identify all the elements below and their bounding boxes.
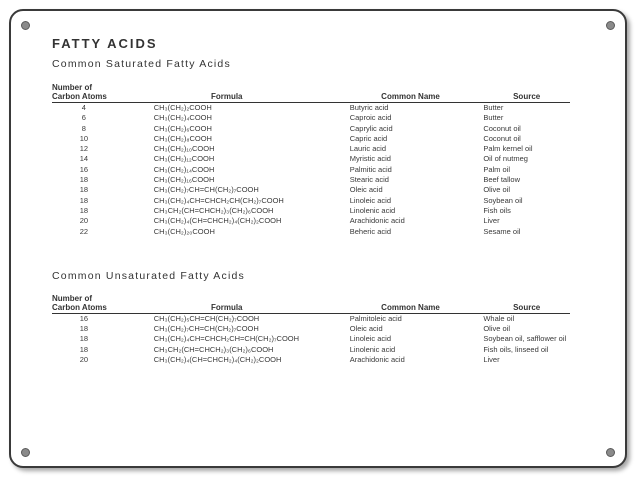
cell-source: Olive oil: [483, 324, 511, 334]
cell-source: Coconut oil: [483, 133, 521, 143]
cell-source: Palm oil: [483, 164, 511, 174]
col-header-common-name: Common Name: [338, 294, 472, 314]
cell-source: Fish oils, linseed oil: [483, 344, 549, 354]
table-row: [52, 113, 570, 123]
cell-carbon-atoms: 18: [79, 334, 89, 344]
table-row: [52, 144, 570, 154]
cell-common-name: Linoleic acid: [349, 334, 391, 344]
document-title: FATTY ACIDS: [52, 36, 158, 51]
cell-source: Coconut oil: [483, 123, 521, 133]
cell-formula: CH₃(CH₂)₁₂COOH: [153, 154, 215, 164]
cell-carbon-atoms: 18: [79, 185, 89, 195]
cell-common-name: Palmitic acid: [349, 164, 392, 174]
col-header-formula: Formula: [116, 294, 338, 314]
col-header-carbon-atoms-line2: Carbon Atoms: [52, 302, 107, 312]
table-row: [52, 206, 570, 216]
document-content: [52, 36, 582, 365]
cell-carbon-atoms: 18: [79, 205, 89, 215]
cell-source: Sesame oil: [483, 226, 521, 236]
cell-formula: CH₃(CH₂)₁₀COOH: [153, 144, 215, 154]
table-row: [52, 355, 570, 365]
table-row: [52, 334, 570, 344]
unsaturated-fatty-acids-table: [52, 294, 570, 365]
table-row: [52, 165, 570, 175]
cell-formula: CH₃(CH₂)₇CH=CH(CH₂)₇COOH: [153, 324, 259, 334]
cell-common-name: Linolenic acid: [349, 205, 396, 215]
cell-formula: CH₃(CH₂)₇CH=CH(CH₂)₇COOH: [153, 185, 259, 195]
cell-common-name: Arachidonic acid: [349, 216, 405, 226]
cell-carbon-atoms: 12: [79, 144, 89, 154]
col-header-carbon-atoms: [52, 83, 116, 103]
table-row: [52, 134, 570, 144]
col-header-carbon-atoms-line1: Number of: [52, 83, 92, 92]
table-row: [52, 103, 570, 114]
unsaturated-table-body: [52, 313, 570, 365]
cell-common-name: Arachidonic acid: [349, 355, 405, 365]
table-row: [52, 227, 570, 237]
col-header-carbon-atoms-line1: Number of: [52, 293, 92, 303]
corner-dot-bottom-left: [21, 448, 30, 457]
cell-common-name: Myristic acid: [349, 154, 391, 164]
cell-formula: CH₃(CH₂)₄CH=CHCH₂CH=CH(CH₂)₇COOH: [153, 334, 300, 344]
cell-common-name: Linolenic acid: [349, 344, 396, 354]
cell-source: Olive oil: [483, 185, 511, 195]
cell-carbon-atoms: 14: [79, 154, 89, 164]
cell-formula: CH₃(CH₂)₁₄COOH: [153, 164, 215, 174]
cell-common-name: Linoleic acid: [349, 195, 391, 205]
cell-source: Beef tallow: [483, 175, 521, 185]
cell-carbon-atoms: 18: [79, 195, 89, 205]
cell-common-name: Caprylic acid: [349, 123, 393, 133]
col-header-carbon-atoms-line2: Carbon Atoms: [52, 92, 107, 101]
cell-formula: CH₃CH₂(CH=CHCH₂)₃(CH₂)₆COOH: [153, 344, 274, 354]
cell-formula: CH₃(CH₂)₅CH=CH(CH₂)₇COOH: [153, 313, 260, 323]
cell-formula: CH₃(CH₂)₁₆COOH: [153, 175, 215, 185]
cell-formula: CH₃(CH₂)₄CH=CHCH₂CH(CH₂)₇COOH: [153, 195, 284, 205]
table-row: [52, 313, 570, 324]
cell-formula: CH₃CH₂(CH=CHCH₂)₃(CH₂)₆COOH: [153, 205, 274, 215]
cell-source: Fish oils: [483, 205, 511, 215]
table-row: [52, 185, 570, 195]
col-header-common-name: Common Name: [338, 83, 472, 103]
cell-formula: CH₃(CH₂)₂COOH: [153, 103, 212, 112]
table-row: [52, 196, 570, 206]
cell-formula: CH₃(CH₂)₈COOH: [153, 133, 212, 143]
cell-carbon-atoms: 18: [79, 324, 89, 334]
cell-formula: CH₃(CH₂)₄(CH=CHCH₂)₄(CH₂)₂COOH: [153, 216, 282, 226]
table-row: [52, 345, 570, 355]
cell-common-name: Oleic acid: [349, 185, 383, 195]
cell-carbon-atoms: 20: [79, 216, 89, 226]
table-row: [52, 154, 570, 164]
cell-formula: CH₃(CH₂)₂₀COOH: [153, 226, 215, 236]
cell-carbon-atoms: 10: [79, 133, 89, 143]
cell-common-name: Beheric acid: [349, 226, 391, 236]
cell-source: Whale oil: [483, 313, 515, 323]
col-header-carbon-atoms: [52, 294, 116, 314]
cell-common-name: Caproic acid: [349, 113, 392, 123]
table-header-row: [52, 83, 570, 103]
col-header-formula: Formula: [116, 83, 338, 103]
cell-carbon-atoms: 4: [81, 103, 86, 112]
table-row: [52, 124, 570, 134]
cell-common-name: Palmitoleic acid: [349, 313, 402, 323]
cell-carbon-atoms: 18: [79, 344, 89, 354]
corner-dot-top-right: [606, 21, 615, 30]
col-header-source: Source: [471, 294, 570, 314]
cell-carbon-atoms: 8: [81, 123, 86, 133]
cell-carbon-atoms: 6: [81, 113, 86, 123]
cell-formula: CH₃(CH₂)₆COOH: [153, 123, 212, 133]
cell-carbon-atoms: 18: [79, 175, 89, 185]
cell-carbon-atoms: 20: [79, 355, 89, 365]
cell-source: Oil of nutmeg: [483, 154, 528, 164]
cell-source: Liver: [483, 355, 500, 365]
cell-common-name: Oleic acid: [349, 324, 383, 334]
cell-formula: CH₃(CH₂)₄COOH: [153, 113, 212, 123]
saturated-table-body: [52, 103, 570, 237]
cell-source: Soybean oil: [483, 195, 523, 205]
unsaturated-section-title: Common Unsaturated Fatty Acids: [52, 269, 245, 282]
corner-dot-top-left: [21, 21, 30, 30]
table-row: [52, 324, 570, 334]
cell-common-name: Butyric acid: [349, 103, 389, 112]
cell-common-name: Lauric acid: [349, 144, 386, 154]
table-row: [52, 216, 570, 226]
cell-common-name: Stearic acid: [349, 175, 389, 185]
cell-source: Butter: [483, 103, 504, 112]
cell-carbon-atoms: 16: [79, 164, 89, 174]
cell-source: Liver: [483, 216, 500, 226]
cell-source: Butter: [483, 113, 504, 123]
col-header-source: Source: [471, 83, 570, 103]
cell-common-name: Capric acid: [349, 133, 388, 143]
table-header-row: [52, 294, 570, 314]
table-row: [52, 175, 570, 185]
saturated-section-title: Common Saturated Fatty Acids: [52, 58, 231, 70]
cell-formula: CH₃(CH₂)₄(CH=CHCH₂)₄(CH₂)₂COOH: [153, 355, 282, 365]
cell-source: Palm kernel oil: [483, 144, 533, 154]
saturated-fatty-acids-table: [52, 83, 570, 237]
cell-carbon-atoms: 22: [79, 226, 89, 236]
cell-carbon-atoms: 16: [79, 313, 89, 323]
cell-source: Soybean oil, safflower oil: [483, 334, 567, 344]
corner-dot-bottom-right: [606, 448, 615, 457]
